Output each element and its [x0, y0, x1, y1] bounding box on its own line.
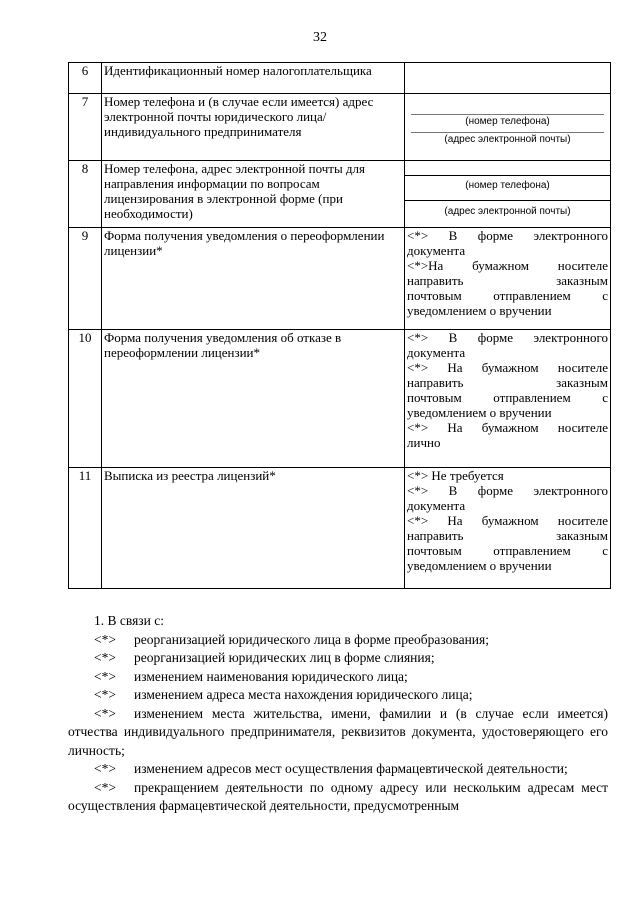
option-line: <*> На бумажном носителе [407, 420, 608, 435]
email-caption: (адрес электронной почты) [444, 134, 571, 145]
row-number: 6 [69, 63, 102, 94]
table-row [69, 94, 611, 161]
table-row [69, 63, 611, 94]
list-item[interactable] [68, 779, 608, 816]
table-row [69, 161, 611, 228]
option-line: почтовым отправлением с [407, 288, 608, 303]
option-cell[interactable] [405, 468, 611, 589]
row-number: 8 [69, 161, 102, 228]
table-row [69, 228, 611, 330]
list-item[interactable] [68, 760, 608, 779]
list-item-text: прекращением деятельности по одному адресу или нескольким адресам мест осуществления фармацевтической деятельности, предусмотренным [68, 779, 608, 813]
row-label: Форма получения уведомления об отказе в переоформлении лицензии* [102, 330, 405, 468]
option-line: <*> В форме электронного [407, 228, 608, 243]
list-item-text: изменением адреса места нахождения юридического лица; [134, 687, 473, 702]
option-cell[interactable] [405, 330, 611, 468]
row-label: Номер телефона, адрес электронной почты для направления информации по вопросам лицензирования в электронной форме (при необходимости) [102, 161, 405, 228]
inn-field[interactable] [405, 63, 611, 94]
checkbox-mark[interactable]: <*> [94, 687, 116, 702]
reasons-section [68, 612, 608, 816]
checkbox-mark[interactable]: <*> [94, 761, 116, 776]
option-line: <*> В форме электронного [407, 483, 608, 498]
row-label: Форма получения уведомления о переоформлении лицензии* [102, 228, 405, 330]
checkbox-mark[interactable]: <*> [94, 650, 116, 665]
row-number: 10 [69, 330, 102, 468]
option-cell[interactable] [405, 228, 611, 330]
checkbox-mark[interactable]: <*> [94, 705, 116, 721]
table-row [69, 330, 611, 468]
option-line: <*> В форме электронного [407, 330, 608, 345]
option-line: лично [407, 435, 441, 450]
list-item-text: реорганизацией юридических лиц в форме слияния; [134, 650, 435, 665]
row-number: 7 [69, 94, 102, 161]
option-line: уведомлением о вручении [407, 303, 552, 318]
option-line: уведомлением о вручении [407, 405, 552, 420]
contact-field[interactable] [405, 161, 611, 228]
option-line: <*> Не требуется [407, 468, 504, 483]
list-item-text: реорганизацией юридического лица в форме преобразования; [134, 631, 489, 647]
section-intro: 1. В связи с: [94, 613, 164, 628]
email-caption: (адрес электронной почты) [444, 206, 571, 217]
page-number: 32 [313, 30, 327, 45]
option-line: документа [407, 243, 466, 258]
option-line: документа [407, 345, 466, 360]
row-label: Номер телефона и (в случае если имеется) адрес электронной почты юридического лица/ индивидуального предпринимателя [102, 94, 405, 161]
phone-caption: (номер телефона) [465, 180, 550, 191]
list-item[interactable] [68, 686, 608, 705]
license-form-table [68, 62, 611, 589]
list-item[interactable] [68, 649, 608, 668]
checkbox-mark[interactable]: <*> [94, 631, 116, 647]
option-line: направить заказным [407, 273, 608, 288]
option-line: направить заказным [407, 375, 608, 390]
option-line: направить заказным [407, 528, 608, 543]
option-line: документа [407, 498, 466, 513]
checkbox-mark[interactable]: <*> [94, 779, 116, 795]
option-line: <*> На бумажном носителе [407, 360, 608, 375]
option-line: <*>На бумажном носителе [407, 258, 608, 273]
row-number: 11 [69, 468, 102, 589]
list-item-text: изменением наименования юридического лица; [134, 668, 408, 684]
list-item-text: изменением адресов мест осуществления фармацевтической деятельности; [134, 761, 568, 776]
row-label: Идентификационный номер налогоплательщика [102, 63, 405, 94]
list-item[interactable] [68, 631, 608, 650]
row-label: Выписка из реестра лицензий* [102, 468, 405, 589]
option-line: <*> На бумажном носителе [407, 513, 608, 528]
contact-field[interactable] [405, 94, 611, 161]
checkbox-mark[interactable]: <*> [94, 668, 116, 684]
table-row [69, 468, 611, 589]
phone-caption: (номер телефона) [465, 116, 550, 127]
option-line: уведомлением о вручении [407, 558, 552, 573]
option-line: почтовым отправлением с [407, 543, 608, 558]
row-number: 9 [69, 228, 102, 330]
list-item-text: изменением места жительства, имени, фамилии и (в случае если имеется) отчества индивидуального предпринимателя, реквизитов документа, удостоверяющего его личность; [68, 705, 608, 758]
list-item[interactable] [68, 705, 608, 761]
option-line: почтовым отправлением с [407, 390, 608, 405]
list-item[interactable] [68, 668, 608, 687]
